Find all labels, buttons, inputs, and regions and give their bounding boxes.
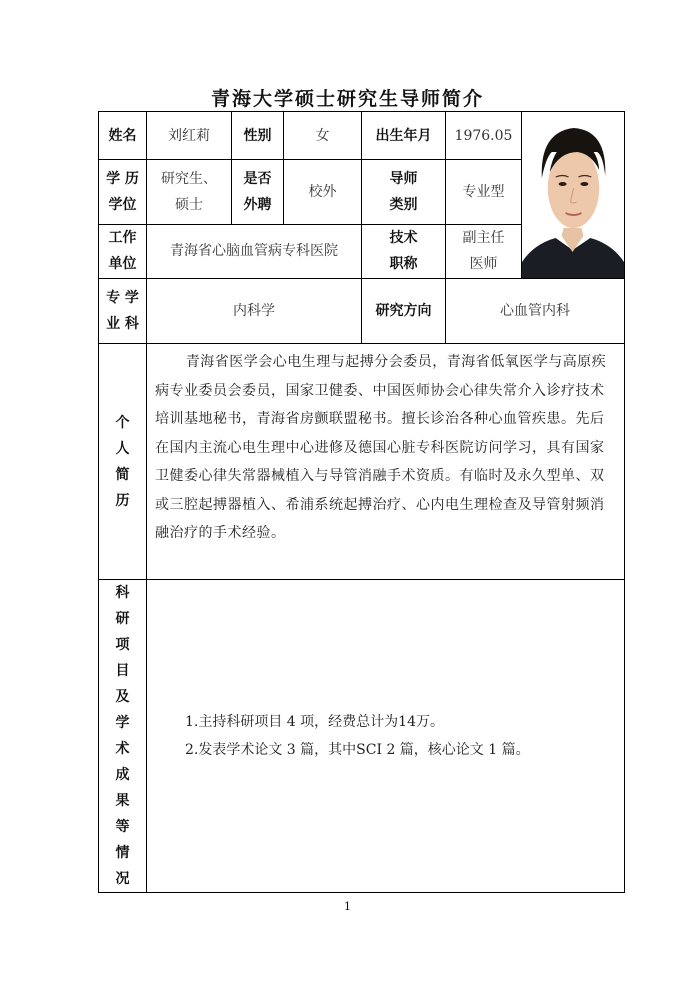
external-label-line-1: 是否 — [243, 170, 272, 187]
advisor-type-label — [362, 160, 446, 224]
research-label: 研究方向 — [362, 279, 446, 344]
tech-title-value-line-1: 副主任 — [462, 230, 505, 247]
education-value-line-2: 硕士 — [175, 196, 203, 213]
achievements-label-text: 科研项目及学术成果等情况 — [115, 585, 130, 887]
tech-title-label — [362, 224, 446, 278]
major-label-line-2: 业 科 — [106, 316, 139, 332]
resume-label-text: 个人简历 — [115, 414, 130, 509]
education-value-line-1: 研究生、 — [161, 170, 217, 187]
work-unit-value: 青海省心脑血管病专科医院 — [147, 224, 362, 278]
gender-value: 女 — [284, 112, 362, 160]
education-label-line-2: 学位 — [108, 196, 137, 213]
birth-label: 出生年月 — [362, 112, 446, 160]
education-label-line-1: 学 历 — [106, 170, 139, 187]
work-unit-label — [99, 224, 147, 278]
work-unit-label-line-1: 工作 — [108, 230, 137, 247]
external-label-line-2: 外聘 — [243, 196, 272, 213]
major-label — [99, 279, 147, 344]
advisor-profile-table — [98, 111, 625, 893]
advisor-type-label-line-1: 导师 — [389, 170, 418, 187]
advisor-type-value: 专业型 — [446, 160, 522, 224]
page-title: 青海大学硕士研究生导师简介 — [210, 88, 484, 110]
gender-label: 性别 — [232, 112, 284, 160]
advisor-type-label-line-2: 类别 — [389, 196, 418, 213]
major-label-line-1: 专 学 — [106, 290, 139, 306]
resume-label — [99, 344, 147, 580]
photo-cell — [522, 112, 625, 279]
tech-title-label-line-2: 职称 — [389, 256, 418, 273]
name-label: 姓名 — [99, 112, 147, 160]
research-value: 心血管内科 — [446, 279, 625, 344]
page-number: 1 — [344, 900, 351, 913]
tech-title-value-line-2: 医师 — [469, 256, 498, 273]
name-value: 刘红莉 — [147, 112, 232, 160]
external-label — [232, 160, 284, 224]
tech-title-label-line-1: 技术 — [389, 230, 418, 247]
achievements-cell — [147, 580, 625, 893]
external-value: 校外 — [284, 160, 362, 224]
portrait-photo — [522, 112, 624, 278]
tech-title-value — [446, 224, 522, 278]
work-unit-label-line-2: 单位 — [108, 256, 137, 273]
achievement-item: 1.主持科研项目 4 项，经费总计为14万。 — [185, 714, 444, 730]
education-label — [99, 160, 147, 224]
birth-value: 1976.05 — [446, 112, 522, 160]
resume-text: 青海省医学会心电生理与起搏分会委员，青海省低氧医学与高原疾病专业委员会委员，国家卫健委、中国医师协会心律失常介入诊疗技术培训基地秘书，青海省房颤联盟秘书。擅长诊治各种心血管疾患。先后在国内主流心电生理中心进修及德国心脏专科医院访问学习，具有国家卫健委心律失常器械植入与导管消融手术资质。有临时及永久型单、双或三腔起搏器植入、希浦系统起搏治疗、心内电生理检查及导管射频消融治疗的手术经验。 — [147, 344, 625, 580]
education-value — [147, 160, 232, 224]
major-value: 内科学 — [147, 279, 362, 344]
achievements-label — [99, 580, 147, 893]
achievement-item: 2.发表学术论文 3 篇，其中SCI 2 篇，核心论文 1 篇。 — [185, 742, 530, 758]
